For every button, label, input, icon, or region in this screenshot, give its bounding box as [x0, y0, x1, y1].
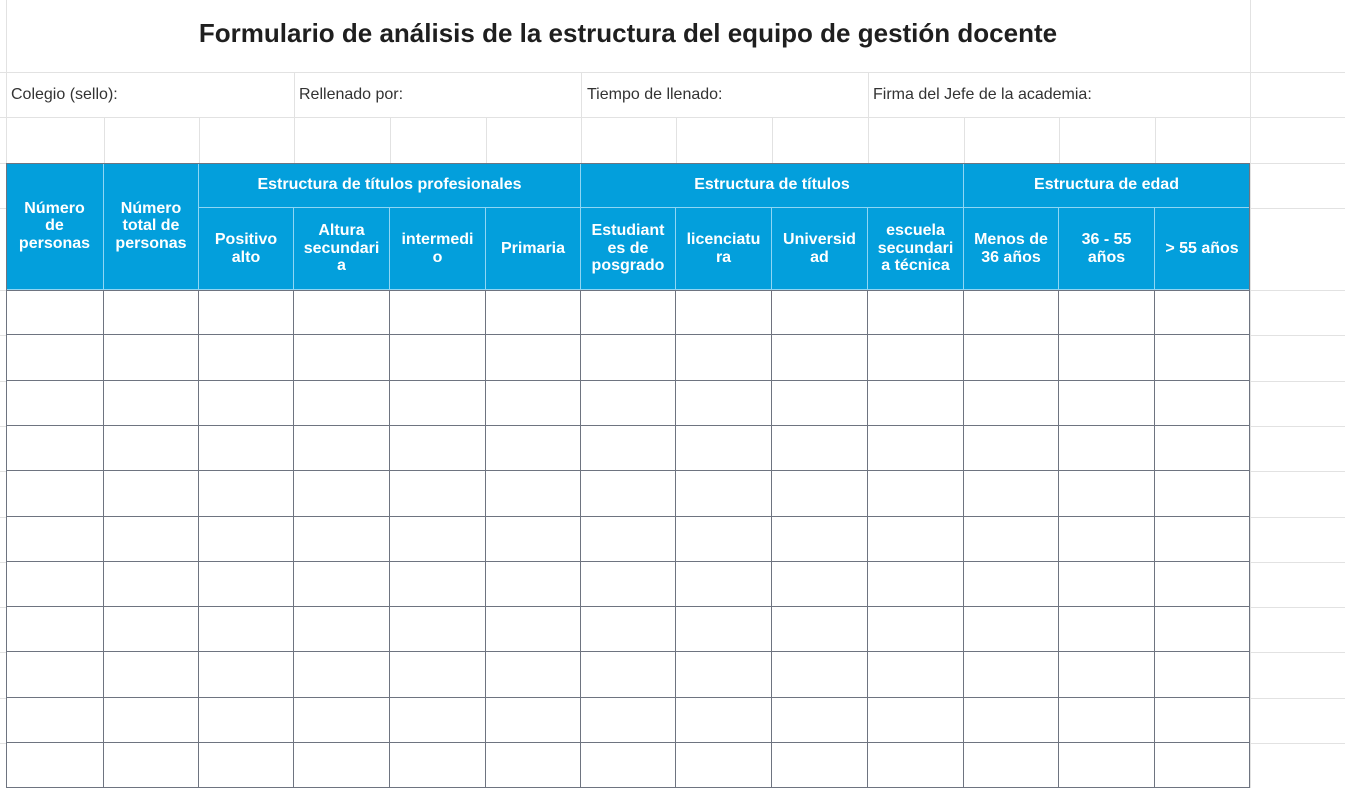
- sheet-gridline-vertical: [868, 72, 869, 117]
- table-cell[interactable]: [294, 517, 390, 562]
- table-cell[interactable]: [6, 335, 104, 381]
- table-cell[interactable]: [676, 335, 772, 381]
- sheet-gridline-vertical: [104, 117, 105, 163]
- table-cell[interactable]: [1155, 381, 1250, 426]
- table-cell[interactable]: [6, 471, 104, 517]
- table-cell[interactable]: [1059, 290, 1155, 335]
- table-cell[interactable]: [772, 517, 868, 562]
- table-cell[interactable]: [964, 607, 1059, 652]
- header-36-55-label: 36 - 55 años: [1081, 230, 1132, 266]
- header-total-people: [104, 163, 199, 290]
- table-cell[interactable]: [964, 335, 1059, 381]
- table-cell[interactable]: [581, 652, 676, 698]
- table-cell[interactable]: [486, 652, 581, 698]
- table-cell[interactable]: [104, 743, 199, 788]
- header-over-55-label: > 55 años: [1165, 239, 1239, 257]
- table-cell[interactable]: [1059, 607, 1155, 652]
- table-cell[interactable]: [486, 381, 581, 426]
- sheet-gridline-vertical: [964, 117, 965, 163]
- table-cell[interactable]: [868, 698, 964, 743]
- table-cell[interactable]: [104, 607, 199, 652]
- table-cell[interactable]: [1059, 381, 1155, 426]
- table-cell[interactable]: [964, 426, 1059, 471]
- table-cell[interactable]: [964, 517, 1059, 562]
- table-cell[interactable]: [581, 743, 676, 788]
- table-cell[interactable]: [1059, 426, 1155, 471]
- table-cell[interactable]: [104, 335, 199, 381]
- table-cell[interactable]: [390, 743, 486, 788]
- table-cell[interactable]: [199, 290, 294, 335]
- header-group-professional-titles: [199, 163, 581, 208]
- filled-by-label: Rellenado por:: [299, 86, 404, 103]
- table-cell[interactable]: [390, 607, 486, 652]
- table-cell[interactable]: [104, 517, 199, 562]
- table-cell[interactable]: [1155, 290, 1250, 335]
- table-cell[interactable]: [676, 471, 772, 517]
- sheet-gridline-horizontal: [0, 117, 1345, 118]
- table-cell[interactable]: [486, 426, 581, 471]
- header-technical-school-label: escuela secundari a técnica: [877, 222, 954, 275]
- table-cell[interactable]: [390, 562, 486, 607]
- header-associate-senior: [294, 208, 390, 290]
- table-cell[interactable]: [390, 652, 486, 698]
- sheet-gridline-vertical: [390, 117, 391, 163]
- table-cell[interactable]: [294, 652, 390, 698]
- table-cell[interactable]: [104, 698, 199, 743]
- sheet-gridline-vertical: [1059, 117, 1060, 163]
- sheet-gridline-vertical: [1250, 0, 1251, 788]
- table-cell[interactable]: [676, 743, 772, 788]
- table-cell[interactable]: [676, 517, 772, 562]
- table-cell[interactable]: [964, 743, 1059, 788]
- table-cell[interactable]: [676, 381, 772, 426]
- sheet-gridline-vertical: [868, 117, 869, 163]
- table-cell[interactable]: [199, 652, 294, 698]
- table-cell[interactable]: [772, 426, 868, 471]
- table-cell[interactable]: [6, 381, 104, 426]
- table-cell[interactable]: [390, 517, 486, 562]
- table-cell[interactable]: [868, 517, 964, 562]
- table-cell[interactable]: [486, 290, 581, 335]
- table-cell[interactable]: [390, 381, 486, 426]
- table-cell[interactable]: [1059, 335, 1155, 381]
- sheet-gridline-vertical: [199, 117, 200, 163]
- header-bachelor: [676, 208, 772, 290]
- table-cell[interactable]: [1059, 517, 1155, 562]
- table-cell[interactable]: [868, 652, 964, 698]
- table-cell[interactable]: [1059, 698, 1155, 743]
- table-cell[interactable]: [6, 698, 104, 743]
- sheet-gridline-vertical: [294, 117, 295, 163]
- table-cell[interactable]: [868, 743, 964, 788]
- table-cell[interactable]: [390, 426, 486, 471]
- table-cell[interactable]: [6, 562, 104, 607]
- fill-time-label: Tiempo de llenado:: [587, 86, 723, 103]
- table-cell[interactable]: [104, 471, 199, 517]
- table-cell[interactable]: [390, 698, 486, 743]
- header-group-degrees-label: Estructura de títulos: [694, 176, 850, 194]
- table-cell[interactable]: [868, 381, 964, 426]
- table-cell[interactable]: [1059, 562, 1155, 607]
- table-cell[interactable]: [294, 381, 390, 426]
- table-cell[interactable]: [199, 698, 294, 743]
- table-cell[interactable]: [104, 562, 199, 607]
- table-cell[interactable]: [294, 335, 390, 381]
- table-cell[interactable]: [581, 607, 676, 652]
- header-group-degrees: [581, 163, 964, 208]
- table-cell[interactable]: [581, 381, 676, 426]
- header-under-36: [964, 208, 1059, 290]
- table-cell[interactable]: [772, 607, 868, 652]
- table-cell[interactable]: [868, 607, 964, 652]
- table-cell[interactable]: [964, 381, 1059, 426]
- table-cell[interactable]: [199, 426, 294, 471]
- sheet-gridline-vertical: [772, 117, 773, 163]
- sheet-gridline-vertical: [676, 117, 677, 163]
- table-cell[interactable]: [6, 290, 104, 335]
- table-cell[interactable]: [964, 698, 1059, 743]
- table-cell[interactable]: [772, 698, 868, 743]
- table-cell[interactable]: [199, 381, 294, 426]
- director-signature-label: Firma del Jefe de la academia:: [873, 86, 1092, 103]
- table-cell[interactable]: [676, 698, 772, 743]
- table-cell[interactable]: [486, 517, 581, 562]
- table-cell[interactable]: [1155, 426, 1250, 471]
- sheet-gridline-vertical: [581, 117, 582, 163]
- table-cell[interactable]: [390, 290, 486, 335]
- school-stamp-label: Colegio (sello):: [11, 86, 118, 103]
- table-cell[interactable]: [676, 562, 772, 607]
- table-cell[interactable]: [294, 698, 390, 743]
- header-bachelor-label: licenciatu ra: [686, 230, 761, 266]
- table-cell[interactable]: [581, 562, 676, 607]
- table-cell[interactable]: [1059, 471, 1155, 517]
- table-cell[interactable]: [390, 471, 486, 517]
- table-cell[interactable]: [772, 290, 868, 335]
- header-senior-label: Positivo alto: [214, 230, 278, 266]
- header-primary: [486, 208, 581, 290]
- table-cell[interactable]: [486, 335, 581, 381]
- table-cell[interactable]: [199, 743, 294, 788]
- table-cell[interactable]: [964, 562, 1059, 607]
- header-under-36-label: Menos de 36 años: [974, 230, 1048, 266]
- sheet-gridline-vertical: [486, 117, 487, 163]
- header-over-55: [1155, 208, 1250, 290]
- table-cell[interactable]: [581, 335, 676, 381]
- table-cell[interactable]: [294, 471, 390, 517]
- header-technical-school: [868, 208, 964, 290]
- header-university-label: Universid ad: [783, 230, 856, 266]
- table-cell[interactable]: [486, 698, 581, 743]
- table-cell[interactable]: [1155, 698, 1250, 743]
- sheet-gridline-vertical: [294, 72, 295, 117]
- table-cell[interactable]: [104, 652, 199, 698]
- header-associate-senior-label: Altura secundari a: [303, 222, 380, 275]
- table-cell[interactable]: [581, 698, 676, 743]
- table-cell[interactable]: [294, 290, 390, 335]
- table-cell[interactable]: [390, 335, 486, 381]
- table-cell[interactable]: [1155, 607, 1250, 652]
- header-number-of-people: [6, 163, 104, 290]
- header-intermediate: [390, 208, 486, 290]
- header-primary-label: Primaria: [500, 239, 566, 257]
- table-cell[interactable]: [1155, 562, 1250, 607]
- table-cell[interactable]: [868, 290, 964, 335]
- table-cell[interactable]: [1155, 335, 1250, 381]
- table-cell[interactable]: [581, 517, 676, 562]
- header-postgraduate: [581, 208, 676, 290]
- table-cell[interactable]: [581, 290, 676, 335]
- table-cell[interactable]: [6, 426, 104, 471]
- table-cell[interactable]: [199, 471, 294, 517]
- table-cell[interactable]: [676, 426, 772, 471]
- table-cell[interactable]: [964, 471, 1059, 517]
- table-cell[interactable]: [486, 562, 581, 607]
- header-total-people-label: Número total de personas: [115, 199, 187, 252]
- table-cell[interactable]: [104, 381, 199, 426]
- table-cell[interactable]: [1155, 471, 1250, 517]
- table-cell[interactable]: [1059, 652, 1155, 698]
- header-postgraduate-label: Estudiant es de posgrado: [591, 222, 665, 275]
- table-cell[interactable]: [868, 562, 964, 607]
- table-cell[interactable]: [104, 290, 199, 335]
- table-cell[interactable]: [1155, 743, 1250, 788]
- table-cell[interactable]: [1155, 652, 1250, 698]
- table-cell[interactable]: [676, 607, 772, 652]
- table-cell[interactable]: [868, 426, 964, 471]
- header-group-age: [964, 163, 1250, 208]
- sheet-gridline-horizontal: [0, 72, 1345, 73]
- table-cell[interactable]: [486, 471, 581, 517]
- table-cell[interactable]: [199, 607, 294, 652]
- table-cell[interactable]: [964, 652, 1059, 698]
- table-cell[interactable]: [772, 743, 868, 788]
- sheet-gridline-vertical: [1155, 117, 1156, 163]
- table-cell[interactable]: [772, 652, 868, 698]
- table-cell[interactable]: [1059, 743, 1155, 788]
- table-cell[interactable]: [294, 426, 390, 471]
- table-cell[interactable]: [772, 335, 868, 381]
- table-cell[interactable]: [772, 471, 868, 517]
- table-cell[interactable]: [868, 471, 964, 517]
- table-cell[interactable]: [294, 743, 390, 788]
- table-cell[interactable]: [104, 426, 199, 471]
- form-title: Formulario de análisis de la estructura del equipo de gestión docente: [198, 18, 1058, 48]
- header-university: [772, 208, 868, 290]
- table-cell[interactable]: [676, 652, 772, 698]
- table-cell[interactable]: [199, 335, 294, 381]
- table-cell[interactable]: [964, 290, 1059, 335]
- header-number-of-people-label: Número de personas: [18, 199, 91, 252]
- table-cell[interactable]: [772, 562, 868, 607]
- table-cell[interactable]: [581, 426, 676, 471]
- sheet-gridline-vertical: [581, 72, 582, 117]
- table-cell[interactable]: [581, 471, 676, 517]
- table-cell[interactable]: [772, 381, 868, 426]
- header-group-professional-titles-label: Estructura de títulos profesionales: [257, 176, 522, 194]
- table-cell[interactable]: [1155, 517, 1250, 562]
- table-cell[interactable]: [6, 652, 104, 698]
- table-cell[interactable]: [676, 290, 772, 335]
- table-cell[interactable]: [868, 335, 964, 381]
- table-cell[interactable]: [486, 607, 581, 652]
- table-cell[interactable]: [6, 607, 104, 652]
- table-cell[interactable]: [6, 517, 104, 562]
- table-cell[interactable]: [294, 562, 390, 607]
- header-group-age-label: Estructura de edad: [1034, 176, 1179, 194]
- header-intermediate-label: intermedi o: [401, 230, 474, 266]
- table-cell[interactable]: [294, 607, 390, 652]
- table-cell[interactable]: [486, 743, 581, 788]
- table-cell[interactable]: [199, 517, 294, 562]
- table-cell[interactable]: [199, 562, 294, 607]
- header-senior: [199, 208, 294, 290]
- table-cell[interactable]: [6, 743, 104, 788]
- header-36-55: [1059, 208, 1155, 290]
